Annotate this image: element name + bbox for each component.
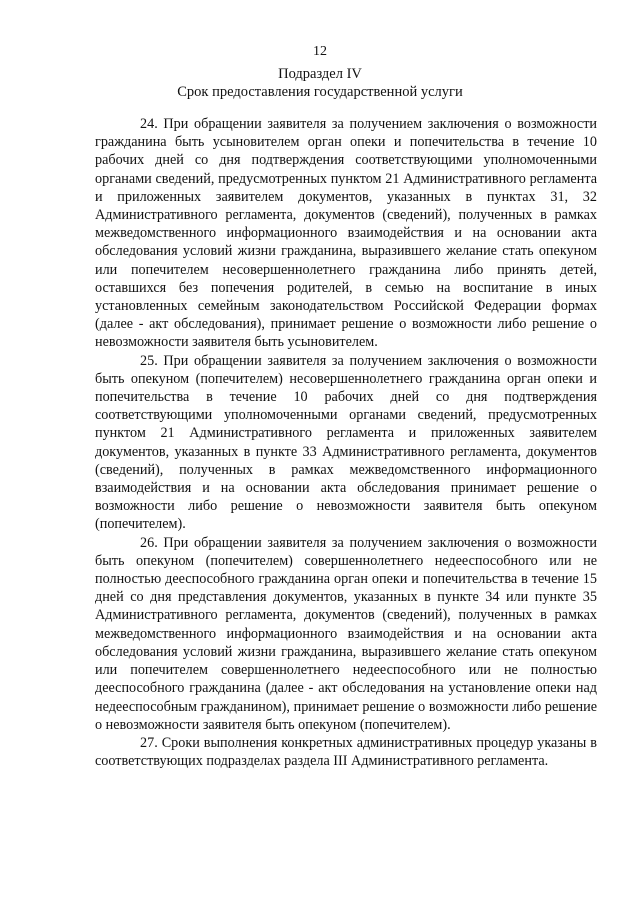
paragraph-26: 26. При обращении заявителя за получением заключения о возможности быть опекуном (попечителем) совершеннолетнего недееспособного или не полностью дееспособного гражданина орган опеки и попечительства в течение 15 дней со дня представления документов, указанных в пункте 34 или пункте 35 Административного регламента, документов (сведений), полученных в рамках межведомственного информационного взаимодействия и на основании акта обследования условий жизни гражданина, выразившего желание стать опекуном или попечителем совершеннолетнего недееспособного или не полностью дееспособного гражданина (далее - акт обследования на установление опеки над недееспособным гражданином), принимает решение о возможности либо решение о невозможности заявителя быть опекуном (попечителем). xyxy=(95,534,597,733)
paragraph-25: 25. При обращении заявителя за получением заключения о возможности быть опекуном (попечителем) несовершеннолетнего гражданина орган опеки и попечительства в течение 10 рабочих дней со дня подтверждения соответствующими уполномоченными органами сведений, предусмотренных пунктом 21 Административного регламента и приложенных заявителем документов, указанных в пункте 33 Административного регламента, документов (сведений), полученных в рамках межведомственного информационного взаимодействия и на основании акта обследования принимает решение о возможности либо решение о невозможности заявителя быть опекуном (попечителем). xyxy=(95,352,597,533)
paragraph-24: 24. При обращении заявителя за получением заключения о возможности гражданина быть усыновителем орган опеки и попечительства в течение 10 рабочих дней со дня подтверждения соответствующими уполномоченными органами сведений, предусмотренных пунктом 21 Административного регламента и приложенных заявителем документов, указанных в пунктах 31, 32 Административного регламента, документов (сведений), полученных в рамках межведомственного информационного взаимодействия и на основании акта обследования условий жизни гражданина, выразившего желание стать опекуном или попечителем несовершеннолетнего гражданина либо принять детей, оставшихся без попечения родителей, в семью на воспитание в иных установленных семейным законодательством Российской Федерации формах (далее - акт обследования), принимает решение о возможности либо решение о невозможности заявителя быть усыновителем. xyxy=(95,116,597,351)
page-number: 12 xyxy=(313,44,327,59)
section-title: Подраздел IV xyxy=(278,66,362,82)
paragraph-27: 27. Сроки выполнения конкретных административных процедур указаны в соответствующих подразделах раздела III Административного регламента. xyxy=(95,734,597,770)
section-subtitle: Срок предоставления государственной услуги xyxy=(177,84,463,100)
document-body xyxy=(95,115,597,770)
